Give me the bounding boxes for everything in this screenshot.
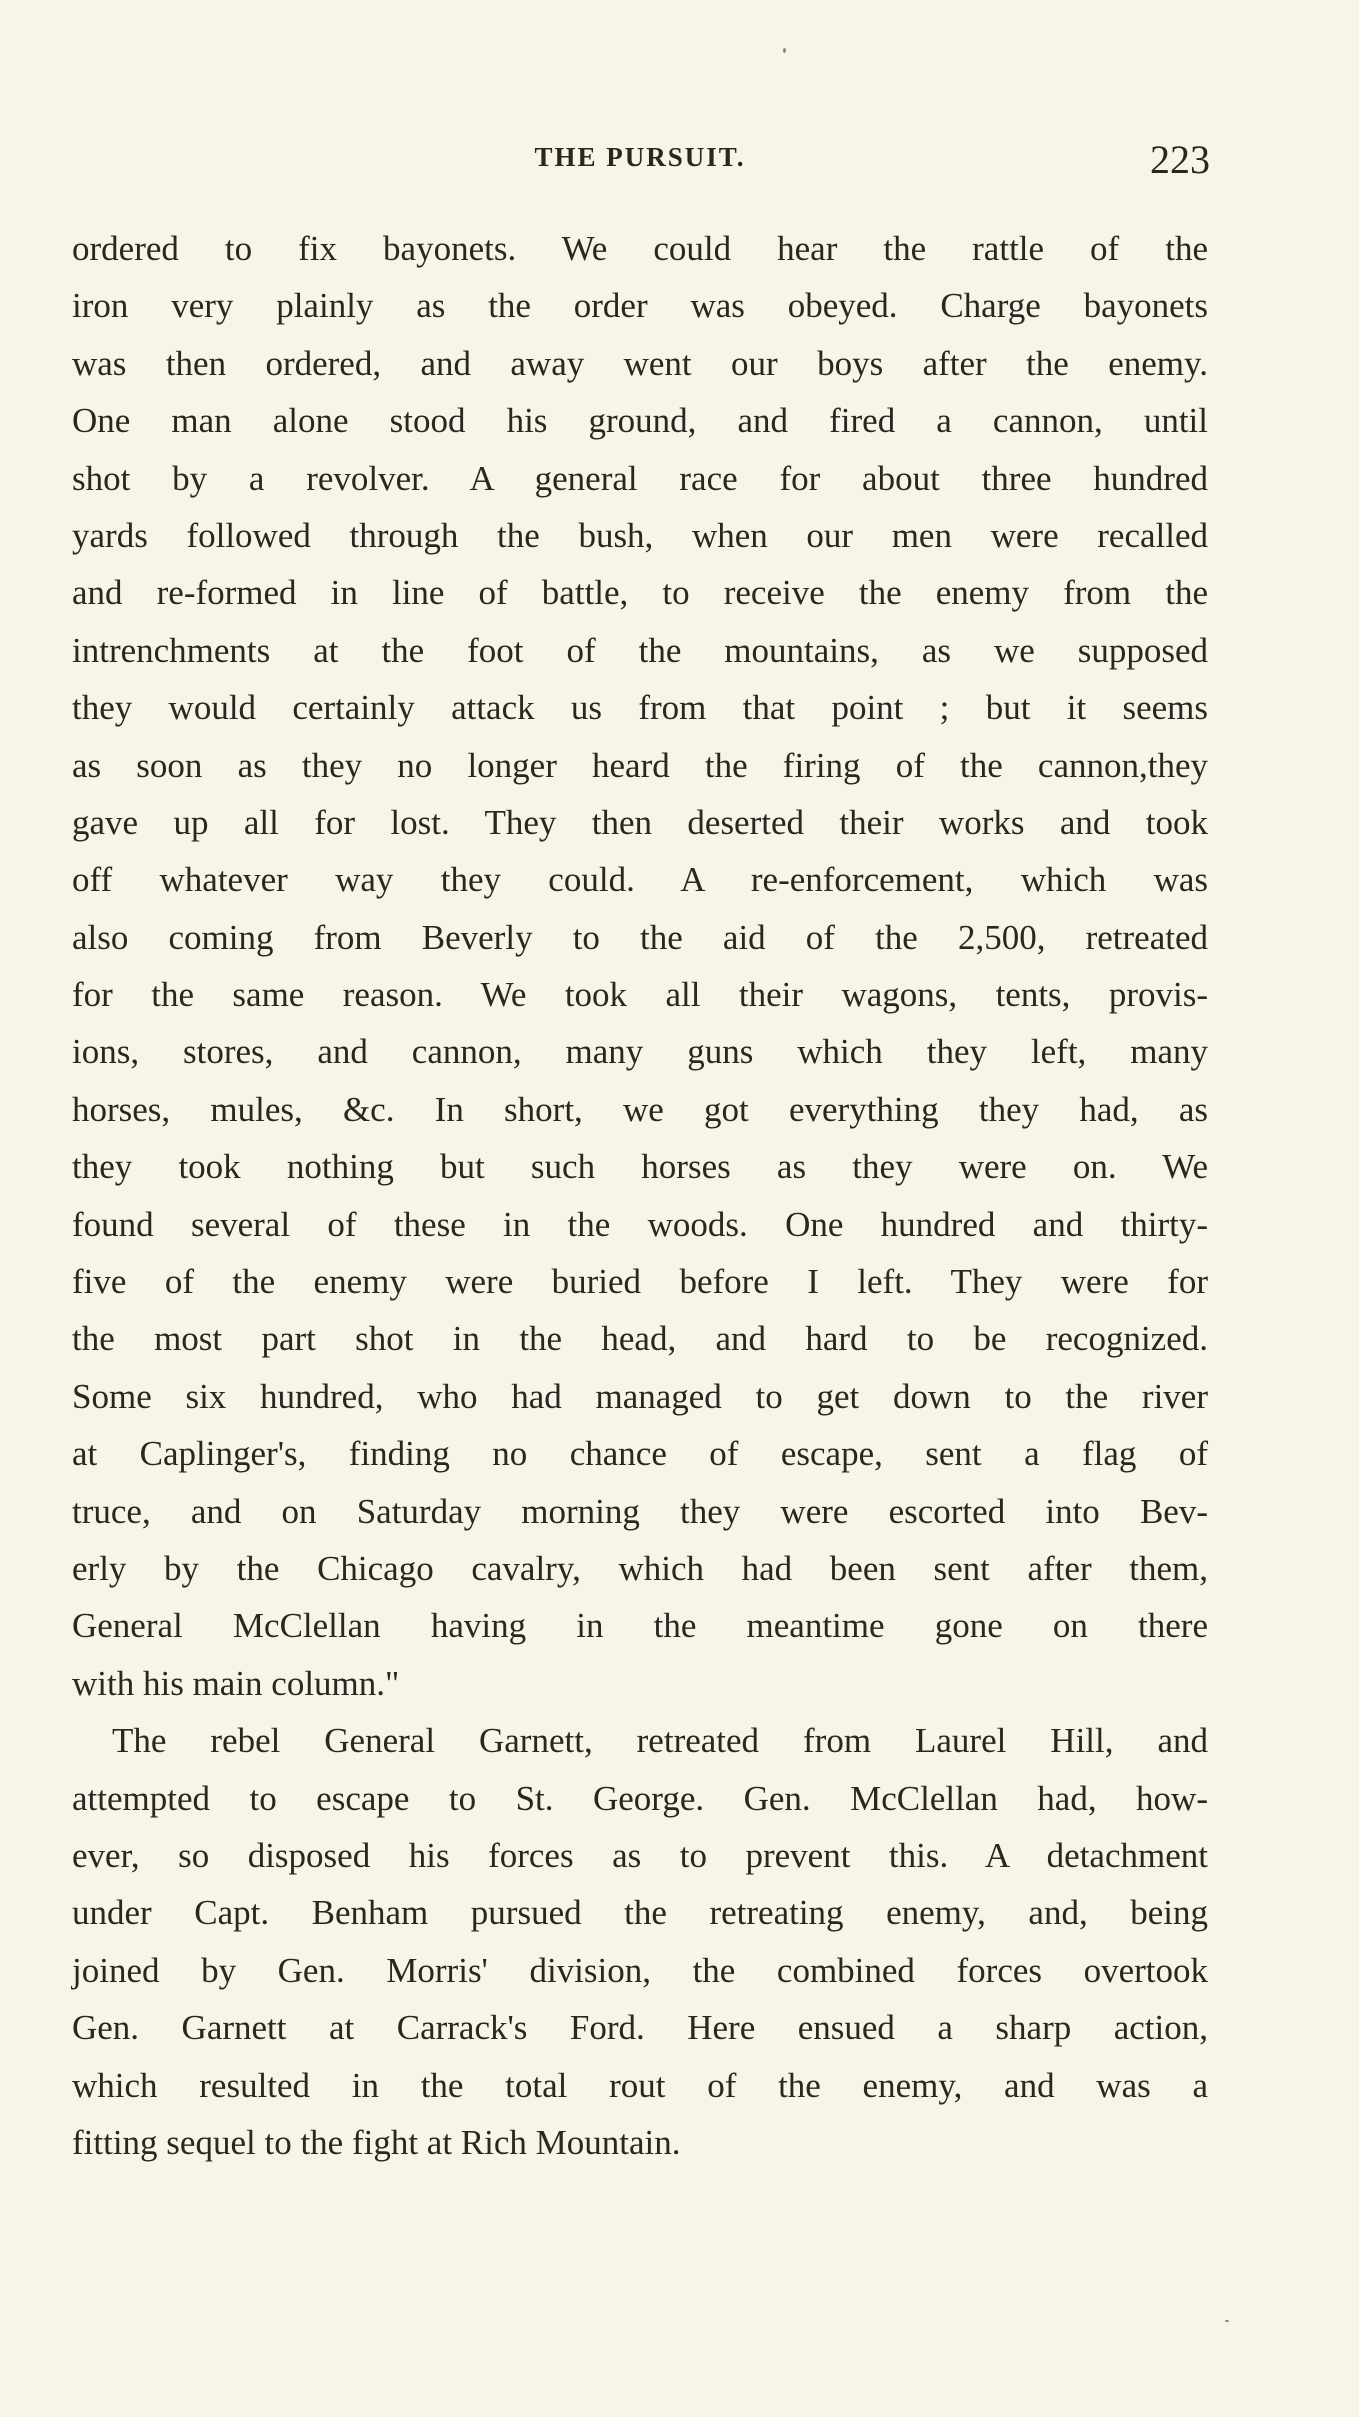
text-line: iron very plainly as the order was obeyed. Charge bayonets bbox=[72, 286, 1208, 326]
text-line: yards followed through the bush, when our men were recalled bbox=[72, 515, 1208, 555]
text-line: with his main column." bbox=[72, 1663, 400, 1703]
text-line: gave up all for lost. They then deserted their works and took bbox=[72, 802, 1208, 842]
text-line: off whatever way they could. A re-enforcement, which was bbox=[72, 860, 1208, 900]
text-line: joined by Gen. Morris' division, the combined forces overtook bbox=[72, 1950, 1208, 1990]
text-line: Gen. Garnett at Carrack's Ford. Here ensued a sharp action, bbox=[72, 2008, 1208, 2048]
text-line: ordered to fix bayonets. We could hear the rattle of the bbox=[72, 229, 1208, 268]
text-line: they took nothing but such horses as they were on. We bbox=[72, 1147, 1208, 1187]
text-line: truce, and on Saturday morning they were escorted into Bev- bbox=[72, 1491, 1208, 1531]
text-line: intrenchments at the foot of the mountains, as we supposed bbox=[72, 630, 1208, 670]
text-line: ions, stores, and cannon, many guns which they left, many bbox=[72, 1032, 1208, 1072]
text-line: and re-formed in line of battle, to receive the enemy from the bbox=[72, 573, 1208, 613]
running-head: THE PURSUIT. bbox=[534, 142, 746, 172]
text-line: The rebel General Garnett, retreated from Laurel Hill, and bbox=[112, 1721, 1208, 1761]
text-line: at Caplinger's, finding no chance of escape, sent a flag of bbox=[72, 1434, 1208, 1474]
paragraph-continued bbox=[72, 220, 1208, 1712]
text-line: the most part shot in the head, and hard to be recognized. bbox=[72, 1319, 1208, 1359]
paper-speck bbox=[1225, 2320, 1229, 2322]
text-line: One man alone stood his ground, and fired a cannon, until bbox=[72, 401, 1208, 441]
text-line: was then ordered, and away went our boys after the enemy. bbox=[72, 343, 1208, 383]
text-line: also coming from Beverly to the aid of the 2,500, retreated bbox=[72, 917, 1208, 957]
text-line: attempted to escape to St. George. Gen. McClellan had, how- bbox=[72, 1778, 1208, 1818]
text-line: General McClellan having in the meantime gone on there bbox=[72, 1606, 1208, 1646]
text-line: which resulted in the total rout of the enemy, and was a bbox=[72, 2065, 1208, 2105]
text-line: under Capt. Benham pursued the retreating enemy, and, being bbox=[72, 1893, 1208, 1933]
paper-speck bbox=[783, 48, 786, 53]
text-line: fitting sequel to the fight at Rich Mountain. bbox=[72, 2122, 681, 2162]
text-line: as soon as they no longer heard the firing of the cannon,they bbox=[72, 745, 1208, 785]
text-line: found several of these in the woods. One hundred and thirty- bbox=[72, 1204, 1208, 1244]
text-line: for the same reason. We took all their wagons, tents, provis- bbox=[72, 975, 1208, 1015]
body-text bbox=[72, 220, 1208, 2171]
text-line: shot by a revolver. A general race for about three hundred bbox=[72, 458, 1208, 498]
paragraph-garnett bbox=[72, 1712, 1208, 2171]
page-header bbox=[70, 137, 1210, 192]
text-line: horses, mules, &c. In short, we got everything they had, as bbox=[72, 1089, 1208, 1129]
text-line: they would certainly attack us from that point ; but it seems bbox=[72, 688, 1208, 728]
text-line: five of the enemy were buried before I left. They were for bbox=[72, 1262, 1208, 1302]
text-line: erly by the Chicago cavalry, which had been sent after them, bbox=[72, 1548, 1208, 1588]
text-line: Some six hundred, who had managed to get down to the river bbox=[72, 1376, 1208, 1416]
text-line: ever, so disposed his forces as to prevent this. A detachment bbox=[72, 1835, 1208, 1875]
page-number: 223 bbox=[1150, 137, 1210, 182]
